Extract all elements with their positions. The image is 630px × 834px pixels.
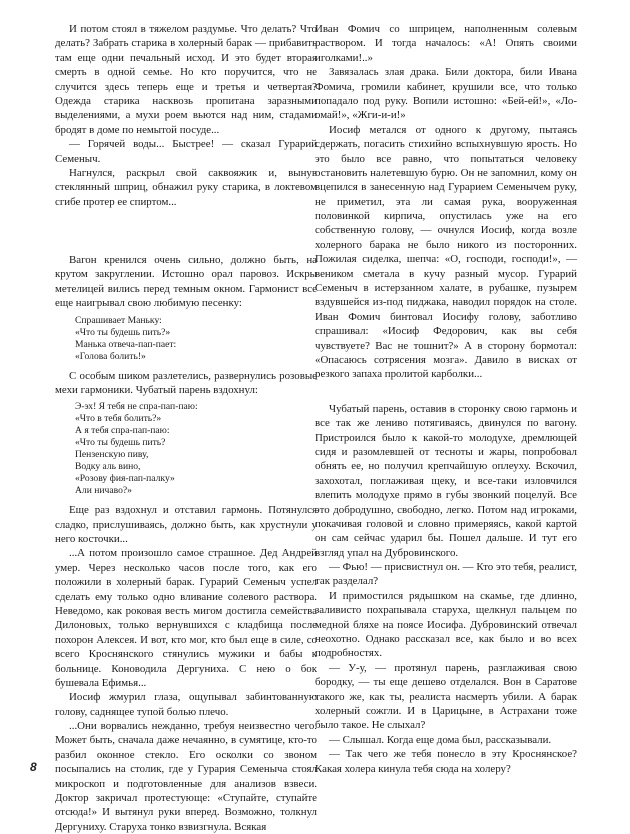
paragraph: — Так чего же тебя понесло в эту Кроснянское? Какая холера кинула тебя сюда на холеру? — [315, 748, 577, 775]
left-column — [55, 22, 317, 834]
paragraph: ...Они ворвались нежданно, требуя неизвестно чего. Может быть, сначала даже нечаянно, в сумятице, кто-то разбил оконное стекло. Его осколки со звоном посыпались на столик, где у Гурария Семеныча стоял микроскоп и подготовленные для анализов взвеси. Доктор закричал протестующе: «Ступайте, ступайте отсюда!» И вытянул руки вперед. Возможно, толкнул Дергуниху. Старуха тонко взвизгнула. Всякая — [55, 720, 317, 833]
paragraph: — Слышал. Когда еще дома был, рассказывали. — [329, 733, 552, 746]
paragraph: И потом стоял в тяжелом раздумье. Что делать? Что делать? Забрать старика в холерный барак — прибавить там еще одни печальный исход. И это будет вторая смерть в одной семье. Но кто поручится, что не случится здесь теперь еще и третья и четвертая? Одежда старика насквозь пропитана заразными выделениями, а мухи роем вьются над ним, стадами бродят в доме по немытой посуде... — [55, 23, 317, 136]
paragraph: Еще раз вздохнул и отставил гармонь. Потянулся сладко, прислушиваясь, должно быть, как хрустнули у него косточки... — [55, 504, 317, 546]
verse-line: «Розову фия-пап-палку» — [75, 473, 175, 485]
verse-line: А я тебя спра-пап-паю: — [75, 425, 170, 437]
paragraph: — Фью! — присвистнул он. — Кто это тебя, реалист, так разделал? — [315, 561, 577, 588]
section-break — [55, 209, 317, 253]
paragraph: Иосиф жмурил глаза, ощупывал забинтованную голову, саднящее тупой болью плечо. — [55, 691, 317, 718]
song-verse — [75, 315, 317, 363]
verse-line: Водку аль вино, — [75, 461, 141, 473]
song-verse — [75, 401, 317, 497]
verse-line: «Что ты будешь пить? — [75, 437, 166, 449]
verse-line: Манька отвеча-пап-пает: — [75, 338, 177, 350]
paragraph: — Горячей воды... Быстрее! — сказал Гурарий Семеныч. — [55, 138, 317, 165]
verse-line: «Что в тебя болить?» — [75, 413, 162, 425]
paragraph: ...А потом произошло самое страшное. Дед Андрей умер. Через несколько часов после того, как его положили в холерный барак. Гурарий Семеныч успел сделать ему только одно вливание солевого раствора. Неведомо, как роковая весть мигом достигла семейства Дилоновых, только вернувшихся с кладбища после похорон Алексея. И вот, кто мог, кто был еще в силе, со всего Кроснянского стянулись мужики и бабы к больнице. Коноводила Дергуниха. С нею о бок бушевала Ефимья... — [55, 547, 317, 689]
paragraph: — У-у, — протянул парень, разглаживая свою бородку, — ты еще дешево отделался. Вон в Саратове такого же, как ты, реалиста насмерть убили. А барак холерный сожгли. И в Царицыне, в Астрахани тоже было такое. Не слыхал? — [315, 661, 577, 732]
paragraph: Нагнулся, раскрыл свой саквояжик и, вынув стеклянный шприц, обнажил руку старика, в локтевом сгибе протер ее спиртом... — [55, 166, 317, 208]
page-number: 8 — [30, 760, 37, 774]
paragraph: Иван Фомич со шприцем, наполненным солевым раствором. И тогда началось: «А! Опять своими иголками!..» — [315, 23, 577, 64]
paragraph: И примостился рядышком на скамье, где длинно, заливисто похрапывала старуха, щелкнул пальцем по медной бляхе на поясе Иосифа. Дубровинский отвечал неохотно. Однако рассказал все, как было и во всех подробностях. — [315, 589, 577, 660]
verse-line: «Голова болить!» — [75, 350, 146, 362]
verse-line: Спрашивает Маньку: — [75, 314, 162, 326]
paragraph: Чубатый парень, оставив в сторонку свою гармонь и все так же лениво потягиваясь, двинулся по вагону. Пристроился было к какой-то молодухе, дремлющей сидя и разомлевшей от тесноты и жары, попробовал обнять ее, но получил крепчайшую оплеуху. Вскочил, захохотал, поглаживая щеку, и все-таки изловчился влепить молодухе прямо в губы звонкий поцелуй. Все это добродушно, свободно, легко. Потом над игроками, покачивая головой и словно примеряясь, какой картой он сам сейчас ударил бы. Пошел дальше. И тут его взгляд упал на Дубровинского. — [315, 402, 577, 559]
paragraph: Иосиф метался от одного к другому, пытаясь сдержать, погасить стихийно вспыхнувшую ярость. Но это было все равно, что попытаться человеку остановить налетевшую бурю. Он не запомнил, кому он вцепился в занесенную над Гурарием Семенычем руку, не приметил, эта ли самая рука, вооруженная половинкой кирпича, опустилась уже на его собственную голову, — очнулся Иосиф, когда возле холерного барака не было никого из посторонних. Пожилая сиделка, шепча: «О, господи, господи!», — веником сметала в кучу разный мусор. Гурарий Семеныч в истерзанном халате, в рубашке, пузырем вздувшейся из-под пиджака, наводил порядок на столе. Иван Фомич бинтовал Иосифу голову, заботливо спрашивал: «Иосиф Федорович, как вы себя чувствуете? Вас не тошнит?» А в сторону бормотал: «Опасаюсь сотрясения мозга». Давило в висках от резкого запаха пролитой карболки... — [315, 123, 577, 381]
verse-line: Э-эх! Я тебя не спра-пап-паю: — [75, 401, 198, 413]
verse-line: «Что ты будешь пить?» — [75, 326, 171, 338]
right-column — [315, 22, 577, 776]
paragraph: Завязалась злая драка. Били доктора, били Ивана Фомича, громили кабинет, крушили все, что только попадало под руку. Вопили истошно: «Бей-ей!», «Ло-омай!», «Жги-и-и!» — [315, 66, 577, 122]
section-break — [315, 382, 577, 402]
paragraph: С особым шиком разлетелись, развернулись розовые мехи гармоники. Чубатый парень вздохнул: — [55, 369, 317, 396]
paragraph: Вагон кренился очень сильно, должно быть, на крутом закруглении. Истошно орал паровоз. Искры метелицей вились перед темным окном. Гармонист все еще наигрывал свою любимую песенку: — [55, 254, 317, 310]
verse-line: Пензенскую пиву, — [75, 449, 149, 461]
verse-line: Али ничаво?» — [75, 485, 132, 497]
